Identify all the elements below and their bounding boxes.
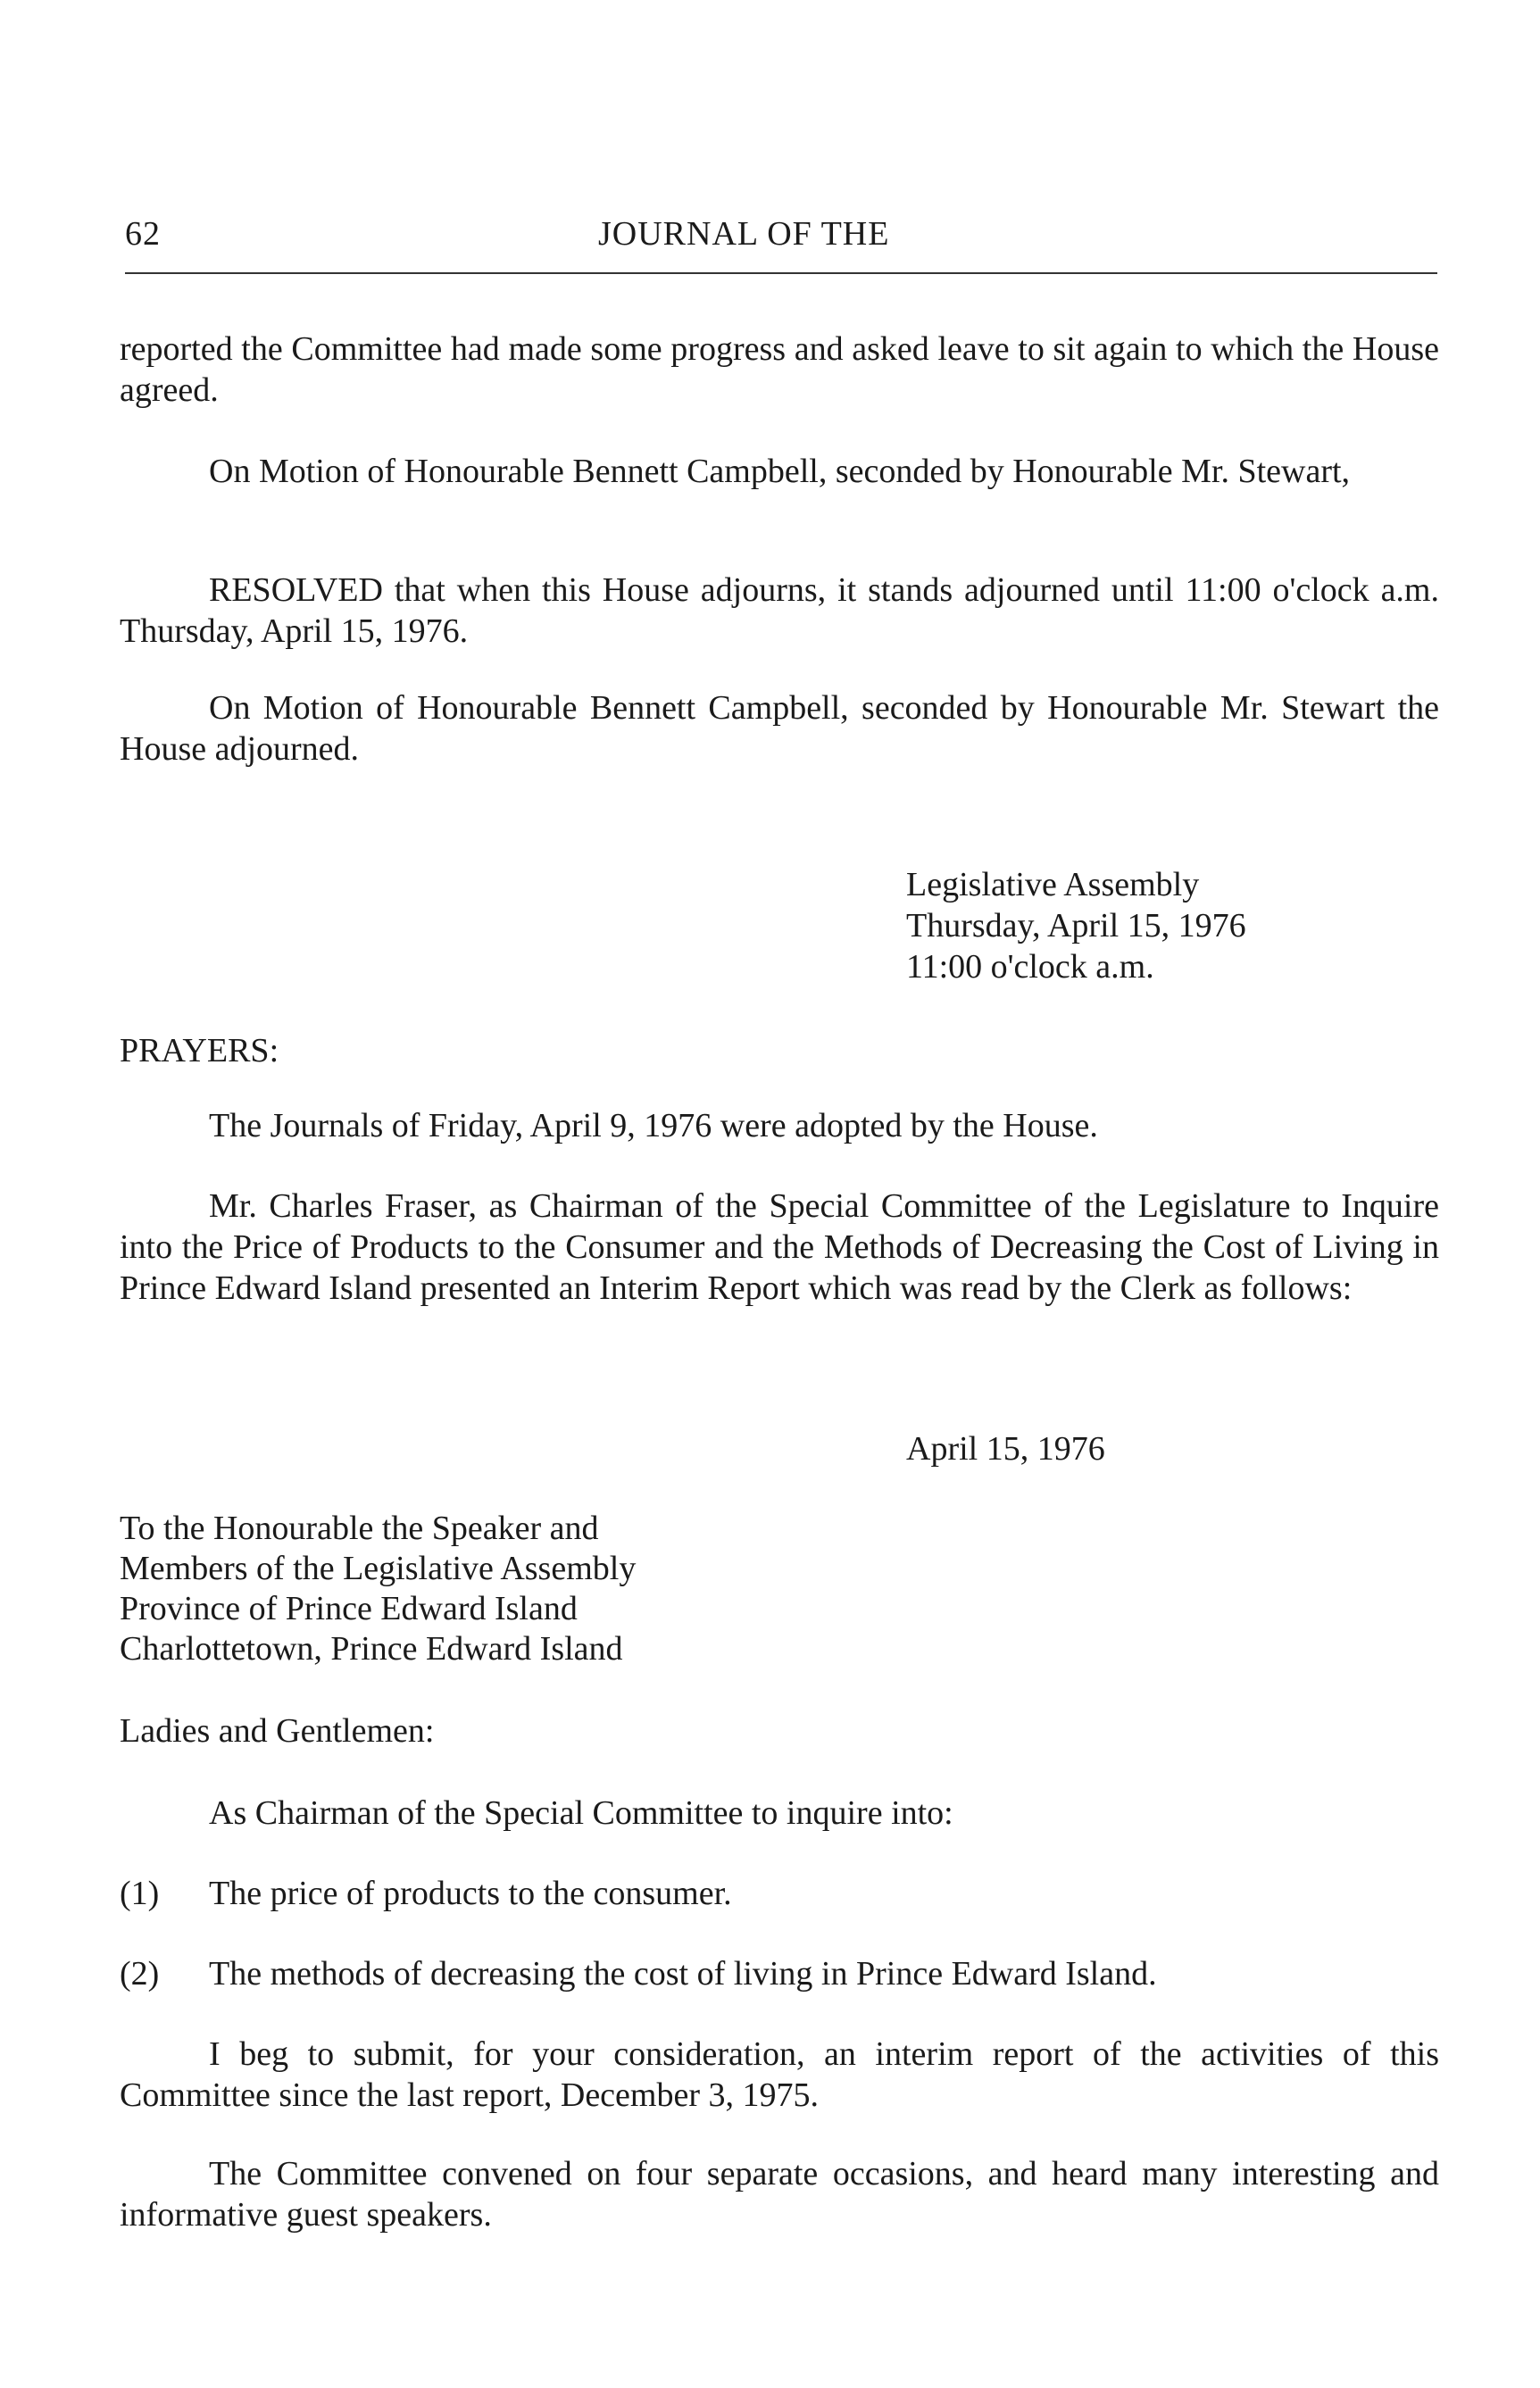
list-item-number: (1) [120,1875,160,1912]
sitting-assembly: Legislative Assembly [906,866,1200,903]
paragraph-committee-progress: reported the Committee had made some progress and asked leave to sit again to which the House agreed. [120,330,1439,409]
paragraph-journals-adopted: The Journals of Friday, April 9, 1976 were adopted by the House. [209,1107,1098,1144]
sitting-heading [906,864,1246,987]
list-item [120,1953,1439,1994]
paragraph-interim-report-presented: Mr. Charles Fraser, as Chairman of the Special Committee of the Legislature to Inquire into the Price of Products to the Consumer and the Methods of Decreasing the Cost of Living in Prince Edward Island presented an Interim Report which was read by the Clerk as follows: [120,1187,1439,1307]
header-rule [125,272,1437,274]
report-date: April 15, 1976 [906,1430,1105,1468]
paragraph-interim-submission: I beg to submit, for your consideration, an interim report of the activities of this Committee since the last report, December 3, 1975. [120,2035,1439,2114]
paragraph-resolved: RESOLVED that when this House adjourns, it stands adjourned until 11:00 o'clock a.m. Thursday, April 15, 1976. [120,571,1439,650]
report-intro: As Chairman of the Special Committee to inquire into: [209,1794,953,1832]
list-item-text: The methods of decreasing the cost of living in Prince Edward Island. [209,1955,1157,1993]
paragraph-motion-adjourn: On Motion of Honourable Bennett Campbell, seconded by Honourable Mr. Stewart, [209,453,1351,490]
list-item [120,1873,1439,1914]
address-line: Province of Prince Edward Island [120,1590,578,1627]
running-title: JOURNAL OF THE [598,215,890,253]
page-header [125,207,1437,261]
journal-page [116,0,1437,2388]
address-line: Members of the Legislative Assembly [120,1550,637,1587]
prayers-heading: PRAYERS: [120,1032,279,1069]
sitting-time: 11:00 o'clock a.m. [906,948,1154,986]
address-line: Charlottetown, Prince Edward Island [120,1630,623,1668]
paragraph-committee-convened: The Committee convened on four separate occasions, and heard many interesting and informative guest speakers. [120,2155,1439,2234]
report-salutation: Ladies and Gentlemen: [120,1712,435,1750]
list-item-text: The price of products to the consumer. [209,1875,732,1912]
list-item-number: (2) [120,1955,160,1993]
page-number: 62 [125,215,161,253]
paragraph-house-adjourned: On Motion of Honourable Bennett Campbell, seconded by Honourable Mr. Stewart the House adjourned. [120,689,1439,768]
address-line: To the Honourable the Speaker and [120,1510,599,1547]
report-address [120,1509,636,1669]
sitting-date: Thursday, April 15, 1976 [906,907,1246,944]
